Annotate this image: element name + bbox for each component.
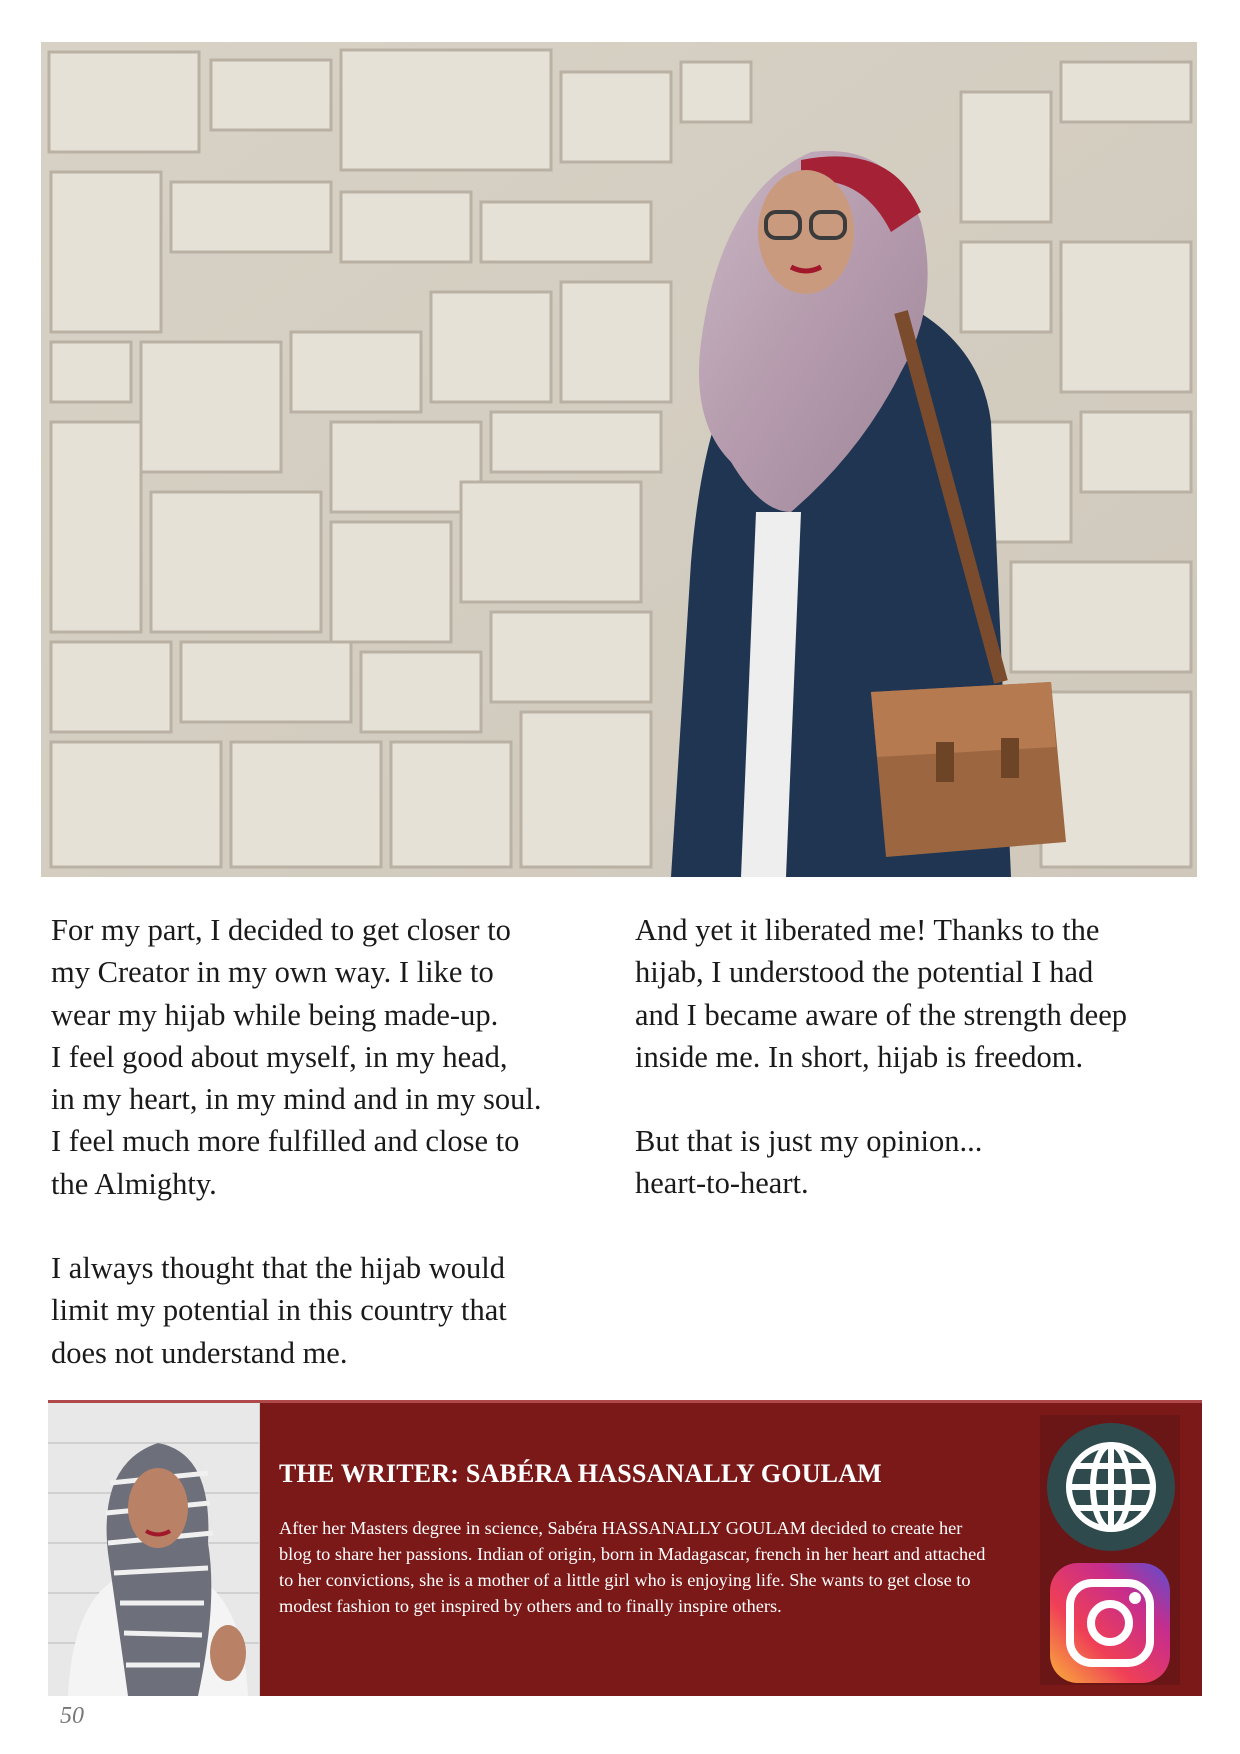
writer-photo — [48, 1403, 260, 1696]
instagram-icon[interactable] — [1048, 1561, 1172, 1685]
hero-photo — [41, 42, 1197, 877]
writer-title: THE WRITER: SABÉRA HASSANALLY GOULAM — [279, 1459, 882, 1488]
article-column-right — [635, 909, 1195, 1247]
writer-bio-text: After her Masters degree in science, Sabéra HASSANALLY GOULAM decided to create her blog to share her passions. Indian of origin, born in Madagascar, french in her heart and attached to her convictions, she is a mother of a little girl who is enjoying life. She wants to get close to modest fashion to get inspired by others and to finally inspire others. — [279, 1518, 986, 1616]
globe-icon[interactable] — [1045, 1421, 1177, 1553]
article-paragraph: And yet it liberated me! Thanks to the hijab, I understood the potential I had and I became aware of the strength deep inside me. In short, hijab is freedom. — [635, 913, 1127, 1074]
social-icons — [1040, 1415, 1180, 1685]
writer-bio-box — [48, 1400, 1202, 1696]
article-column-left — [51, 909, 611, 1416]
page-number: 50 — [60, 1703, 84, 1729]
article-paragraph: But that is just my opinion... heart-to-heart. — [635, 1124, 983, 1201]
article-paragraph: I always thought that the hijab would limit my potential in this country that does not understand me. — [51, 1251, 507, 1370]
article-paragraph: For my part, I decided to get closer to my Creator in my own way. I like to wear my hijab while being made-up. I feel good about myself, in my head, in my heart, in my mind and in my soul. I feel much more fulfilled and close to the Almighty. — [51, 913, 542, 1201]
